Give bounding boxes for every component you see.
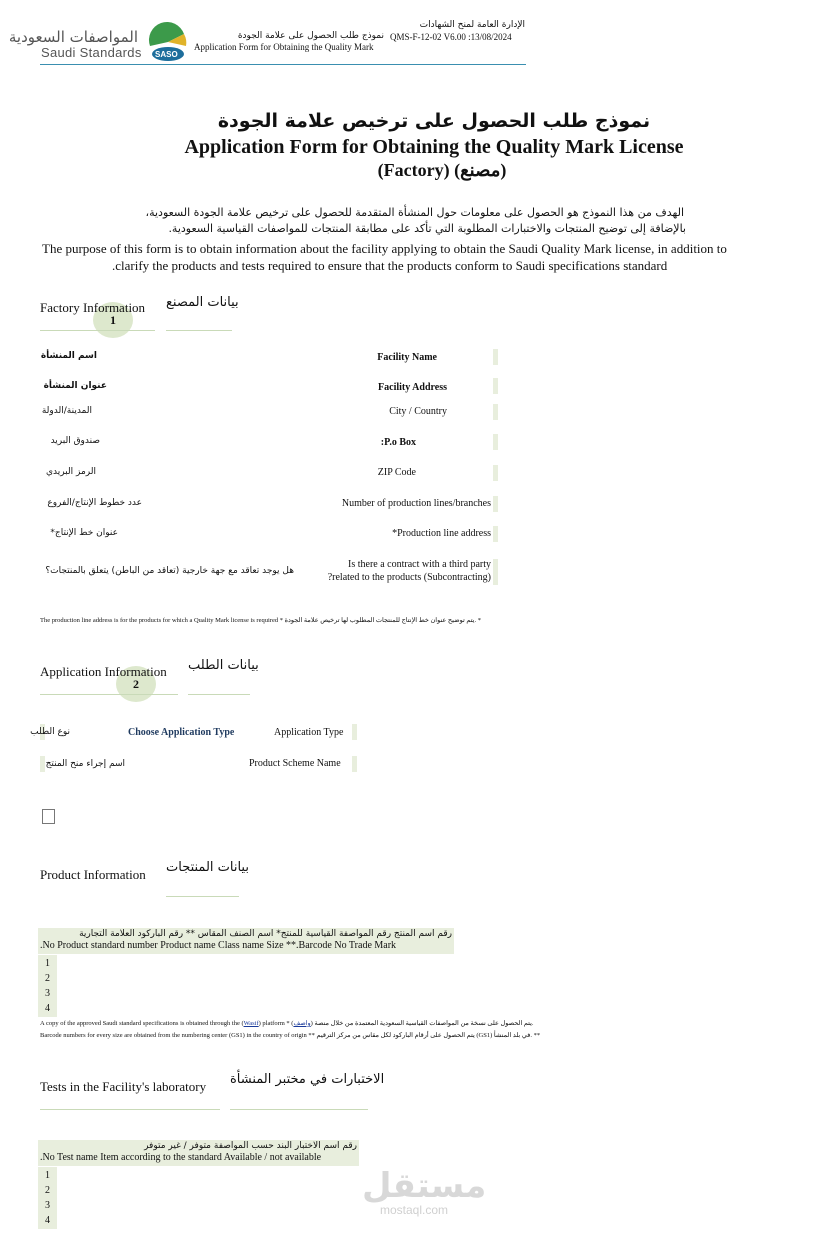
field-label-en: Is there a contract with a third party — [348, 559, 491, 570]
section1-title-ar: بيانات المصنع — [166, 295, 239, 310]
field-label-ar: عنوان خط الإنتاج* — [50, 528, 118, 538]
section3-title-ar: بيانات المنتجات — [166, 860, 249, 875]
table-header-ar: رقم اسم الاختبار البند حسب المواصفة متوفر / غير متوفر — [144, 1141, 357, 1151]
intro-ar-2: بالإضافة إلى توضيح المنتجات والاختبارات المطلوبة التي تأكد على مطابقة المنتجات للمواصفات القياسية السعودية. — [168, 222, 686, 235]
section-underline — [40, 1109, 220, 1110]
field-label-en: ZIP Code — [377, 467, 416, 478]
table-row-number: 1 — [45, 958, 50, 969]
field-label-ar: عدد خطوط الإنتاج/الفروع — [47, 498, 142, 508]
intro-en-2: .clarify the products and tests required to ensure that the products conform to Saudi specifications standard — [112, 258, 668, 273]
section1-title-en: Factory Information — [40, 300, 146, 315]
field-label-ar: اسم المنشأة — [40, 351, 97, 361]
section-underline — [40, 694, 178, 695]
field-label-en: ?related to the products (Subcontracting) — [327, 572, 491, 583]
saso-logo — [146, 20, 190, 64]
table-row-number: 2 — [45, 973, 50, 984]
title-en: Application Form for Obtaining the Quality Mark License — [184, 136, 684, 158]
dept-name-ar: الإدارة العامة لمنح الشهادات — [419, 20, 525, 30]
table-header-ar: رقم اسم المنتج رقم المواصفة القياسية للمنتج* اسم الصنف المقاس ** رقم الباركود العلامة التجارية — [79, 929, 452, 939]
field-label-ar: صندوق البريد — [50, 436, 100, 446]
org-name-en: Saudi Standards — [41, 45, 142, 60]
intro-en-1: The purpose of this form is to obtain information about the facility applying to obtain the Saudi Quality Mark license, in addition to — [42, 241, 727, 256]
table-row-number: 3 — [45, 988, 50, 999]
field-label-ar: هل يوجد تعاقد مع جهة خارجية (تعاقد من الباطن) يتعلق بالمنتجات؟ — [45, 566, 294, 576]
title-sub: (Factory) (مصنع) — [377, 160, 507, 180]
form-code: QMS-F-12-02 V6.00 :13/08/2024 — [390, 32, 512, 42]
section4-title-ar: الاختبارات في مختبر المنشأة — [230, 1072, 385, 1087]
input-field[interactable] — [493, 496, 498, 512]
watermark-logo: مستقل — [362, 1166, 487, 1206]
section-number-badge: 1 — [93, 302, 133, 338]
input-field[interactable] — [493, 465, 498, 481]
input-field[interactable] — [493, 404, 498, 420]
saso-label: SASO — [155, 50, 178, 59]
application-type-label-en: Application Type — [274, 727, 344, 738]
section3-title-en: Product Information — [40, 867, 146, 882]
section2-title-en: Application Information — [40, 664, 167, 679]
cell-bg — [40, 756, 45, 772]
table-row-number: 3 — [45, 1200, 50, 1211]
input-field[interactable] — [493, 559, 498, 585]
input-field[interactable] — [493, 349, 498, 365]
form-name-en: Application Form for Obtaining the Quality Mark — [194, 42, 374, 52]
table-row-number: 1 — [45, 1170, 50, 1181]
section-number-badge: 2 — [116, 666, 156, 702]
intro-ar-1: الهدف من هذا النموذج هو الحصول على معلومات حول المنشأة المتقدمة للحصول على ترخيص علامة الجودة السعودية، — [145, 206, 684, 219]
table-row-number: 4 — [45, 1215, 50, 1226]
form-name-ar: نموذج طلب الحصول على علامة الجودة — [237, 31, 384, 41]
section-underline — [166, 330, 232, 331]
product-scheme-label-en: Product Scheme Name — [249, 758, 341, 769]
footnote: Barcode numbers for every size are obtained from the numbering center (GS1) in the country of origin ** يتم الحصول على أرقام الباركود لكل مقاس من مركز الترقيم (GS1) في بلد المنشأ. ** — [40, 1032, 541, 1039]
org-name-ar: المواصفات السعودية — [8, 28, 138, 46]
field-label-ar: الرمز البريدي — [45, 467, 96, 477]
wasif-link-ar[interactable]: واصف — [293, 1020, 311, 1027]
field-label-en: Facility Address — [378, 382, 447, 393]
section-underline — [166, 896, 239, 897]
input-field[interactable] — [493, 526, 498, 542]
title-ar: نموذج طلب الحصول على ترخيص علامة الجودة — [217, 110, 651, 132]
field-label-en: *Production line address — [392, 528, 491, 539]
product-table-header — [38, 928, 454, 954]
input-field[interactable] — [493, 434, 498, 450]
table-header-en: .No Product standard number Product name Class name Size **.Barcode No Trade Mark — [40, 940, 397, 951]
table-header-en: .No Test name Item according to the standard Available / not available — [40, 1152, 322, 1163]
table-row-number: 4 — [45, 1003, 50, 1014]
checkbox[interactable] — [42, 809, 55, 824]
input-field[interactable] — [493, 378, 498, 394]
input-field[interactable] — [352, 756, 357, 772]
header-rule — [40, 64, 526, 65]
input-field[interactable] — [352, 724, 357, 740]
section-underline — [40, 330, 155, 331]
wasif-link[interactable]: Wasif — [243, 1020, 259, 1027]
footnote: A copy of the approved Saudi standard specifications is obtained through the (Wasif) platform * يتم الحصول على نسخة من المواصفات القياسية السعودية المعتمدة من خلال منصة (واصف). — [40, 1020, 534, 1027]
section2-title-ar: بيانات الطلب — [188, 658, 259, 673]
field-label-en: :P.o Box — [380, 437, 416, 448]
product-scheme-label-ar: اسم إجراء منح المنتج — [45, 759, 125, 769]
watermark-url: mostaql.com — [380, 1203, 449, 1217]
tests-table-header — [38, 1140, 359, 1166]
field-label-en: City / Country — [389, 406, 447, 417]
footnote: The production line address is for the products for which a Quality Mark license is required * يتم توضيح عنوان خط الإنتاج للمنتجات المطلوب لها ترخيص علامة الجودة. * — [40, 617, 481, 624]
section-underline — [188, 694, 250, 695]
field-label-ar: المدينة/الدولة — [41, 406, 92, 416]
section4-title-en: Tests in the Facility's laboratory — [40, 1079, 207, 1094]
field-label-en: Facility Name — [377, 352, 437, 363]
table-row-number: 2 — [45, 1185, 50, 1196]
section-underline — [230, 1109, 368, 1110]
field-label-en: Number of production lines/branches — [341, 498, 491, 509]
field-label-ar: عنوان المنشأة — [43, 381, 107, 391]
application-type-dropdown[interactable]: Choose Application Type — [128, 727, 235, 738]
application-type-label-ar: نوع الطلب — [30, 727, 70, 737]
